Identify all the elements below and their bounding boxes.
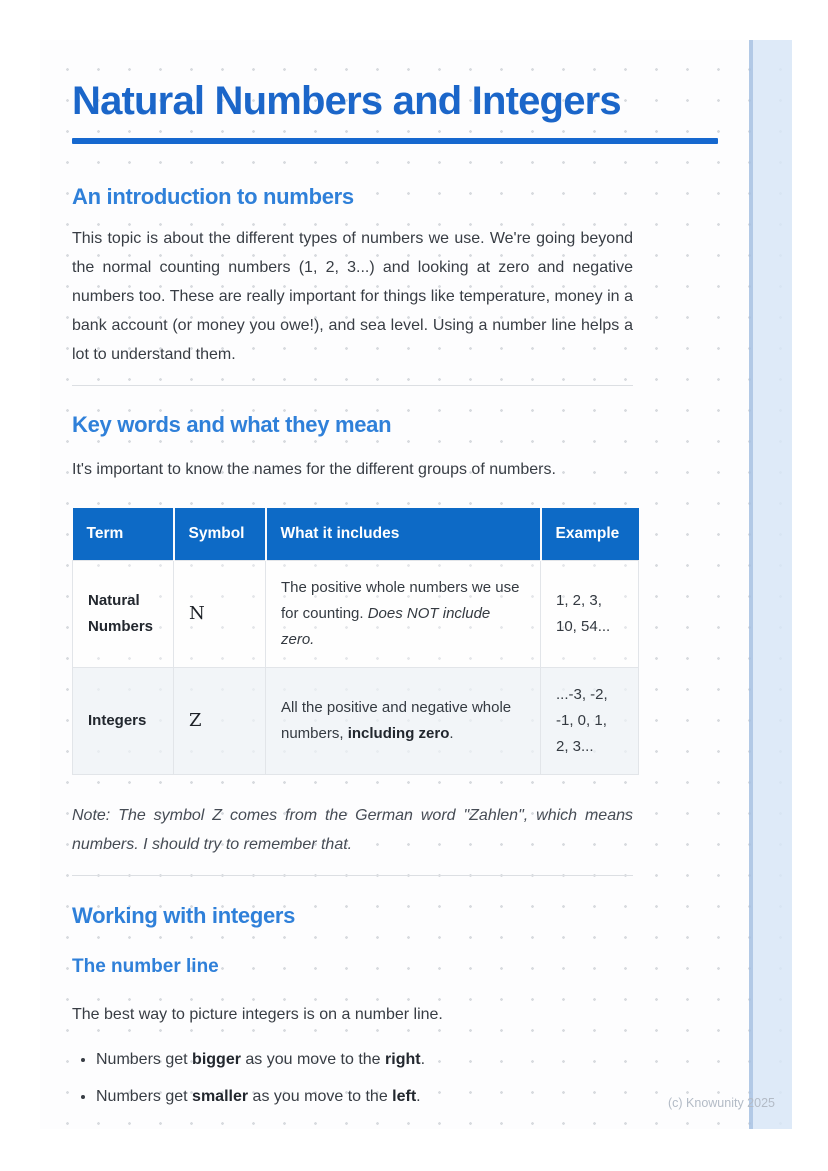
zahlen-note: Note: The symbol Z comes from the German word "Zahlen", which means numbers. I should try to remember that.: [72, 807, 633, 853]
section-heading-introduction: An introduction to numbers: [72, 184, 354, 209]
section-heading-keywords: Key words and what they mean: [72, 412, 392, 437]
number-line-paragraph: The best way to picture integers is on a number line.: [72, 1006, 443, 1023]
table-header-term: Term: [73, 508, 174, 561]
notes-page-sheet: [40, 40, 792, 1129]
section-divider-1: [72, 385, 633, 386]
section-divider-2: [72, 875, 633, 876]
copyright-footer: (c) Knowunity 2025: [667, 1096, 775, 1110]
includes-suffix: .: [449, 725, 454, 742]
list-item-bigger-right: [96, 1045, 633, 1074]
example-cell: 1, 2, 3, 10, 54...: [541, 561, 639, 668]
title-underline: [72, 138, 718, 144]
bullet-text: as you move to the: [240, 1051, 386, 1068]
keywords-intro-paragraph: It's important to know the names for the different groups of numbers.: [72, 461, 556, 478]
table-row-integers: [73, 668, 639, 775]
symbol-cell: N: [174, 561, 266, 668]
margin-stripe: [749, 40, 792, 1129]
bullet-text: Numbers get: [96, 1051, 193, 1068]
bullet-text: .: [420, 1051, 426, 1068]
table-header-includes: What it includes: [266, 508, 541, 561]
includes-cell: [266, 561, 541, 668]
table-row-natural-numbers: [73, 561, 639, 668]
includes-bold-text: including zero: [347, 725, 450, 742]
list-item-smaller-left: [96, 1082, 633, 1111]
bullet-bold-text: smaller: [192, 1088, 249, 1105]
symbol-cell: Z: [174, 668, 266, 775]
bullet-bold-text: bigger: [192, 1051, 241, 1068]
table-header-example: Example: [541, 508, 639, 561]
introduction-paragraph: This topic is about the different types of numbers we use. We're going beyond the normal counting numbers (1, 2, 3...) and looking at zero and negative numbers too. These are really important for things like temperature, money in a bank account (or money you owe!), and sea level. Using a number line helps a lot to understand them.: [72, 230, 633, 363]
includes-italic-text: Does NOT include zero.: [281, 605, 491, 648]
number-line-bullet-list: [72, 1045, 633, 1111]
subsection-heading-number-line: The number line: [72, 956, 219, 977]
table-header-row: [73, 508, 639, 561]
bullet-text: Numbers get: [96, 1088, 193, 1105]
includes-cell: [266, 668, 541, 775]
includes-text: All the positive and negative whole numbers,: [281, 699, 512, 742]
section-heading-working: Working with integers: [72, 903, 296, 928]
term-cell: Natural Numbers: [73, 561, 174, 668]
bullet-bold-text: left: [392, 1088, 417, 1105]
includes-text: The positive whole numbers we use for counting.: [281, 579, 520, 622]
example-cell: ...-3, -2, -1, 0, 1, 2, 3...: [541, 668, 639, 775]
bullet-text: .: [416, 1088, 421, 1105]
bullet-bold-text: right: [385, 1051, 421, 1068]
page-content: [72, 40, 718, 1111]
keywords-table: [72, 508, 639, 775]
term-cell: Integers: [73, 668, 174, 775]
page-title: Natural Numbers and Integers: [72, 79, 621, 123]
table-header-symbol: Symbol: [174, 508, 266, 561]
bullet-text: as you move to the: [248, 1088, 393, 1105]
